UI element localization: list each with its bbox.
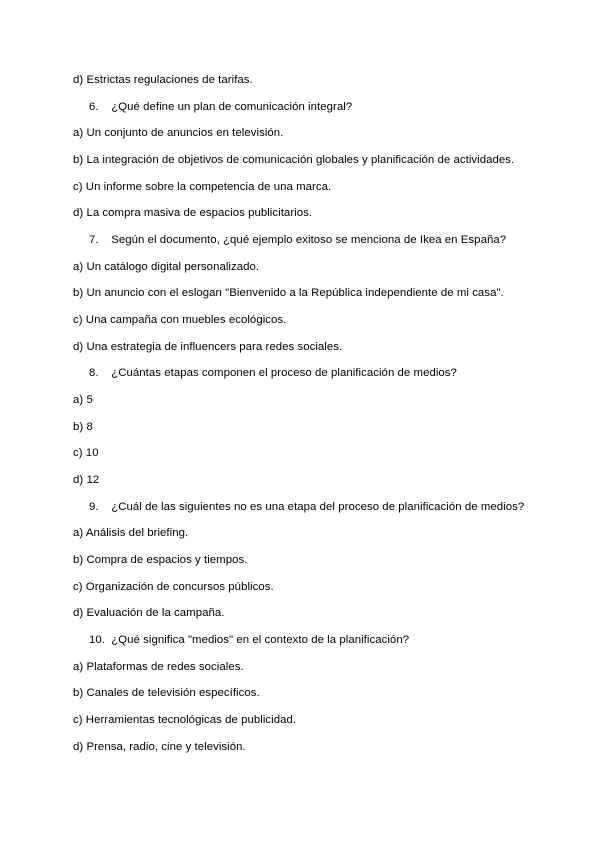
option-8a: a) 5 (73, 394, 93, 406)
question-number: 7. (89, 234, 99, 246)
question-10 (89, 633, 409, 647)
question-text: ¿Cuántas etapas componen el proceso de planificación de medios? (111, 367, 457, 379)
option-6c: c) Un informe sobre la competencia de una marca. (73, 181, 332, 193)
option-7b: b) Un anuncio con el eslogan "Bienvenido a la República independiente de mi casa". (73, 287, 504, 299)
option-9b: b) Compra de espacios y tiempos. (73, 554, 248, 566)
option-6d: d) La compra masiva de espacios publicitarios. (73, 207, 313, 219)
option-8c: c) 10 (73, 447, 99, 459)
option-10c: c) Herramientas tecnológicas de publicidad. (73, 714, 297, 726)
question-text: ¿Qué significa "medios" en el contexto de la planificación? (111, 634, 410, 646)
question-text: ¿Qué define un plan de comunicación integral? (111, 101, 353, 113)
option-7c: c) Una campaña con muebles ecológicos. (73, 314, 287, 326)
option-10a: a) Plataformas de redes sociales. (73, 661, 244, 673)
option-6b: b) La integración de objetivos de comunicación globales y planificación de actividades. (73, 154, 515, 166)
question-number: 9. (89, 501, 99, 513)
option-7d: d) Una estrategia de influencers para redes sociales. (73, 341, 343, 353)
question-number: 10. (89, 634, 105, 646)
question-9 (89, 500, 524, 514)
option-7a: a) Un catálogo digital personalizado. (73, 261, 260, 273)
question-8 (89, 366, 457, 380)
option-8d: d) 12 (73, 474, 100, 486)
option-5d: d) Estrictas regulaciones de tarifas. (73, 74, 253, 86)
option-9c: c) Organización de concursos públicos. (73, 581, 274, 593)
question-text: ¿Cuál de las siguientes no es una etapa del proceso de planificación de medios? (111, 501, 525, 513)
option-8b: b) 8 (73, 421, 93, 433)
question-7 (89, 233, 506, 247)
option-6a: a) Un conjunto de anuncios en televisión. (73, 127, 284, 139)
option-9a: a) Análisis del briefing. (73, 527, 189, 539)
option-9d: d) Evaluación de la campaña. (73, 607, 225, 619)
question-number: 6. (89, 101, 99, 113)
question-text: Según el documento, ¿qué ejemplo exitoso se menciona de Ikea en España? (111, 234, 507, 246)
option-10b: b) Canales de televisión específicos. (73, 687, 260, 699)
option-10d: d) Prensa, radio, cine y televisión. (73, 741, 246, 753)
question-number: 8. (89, 367, 99, 379)
question-6 (89, 100, 352, 114)
